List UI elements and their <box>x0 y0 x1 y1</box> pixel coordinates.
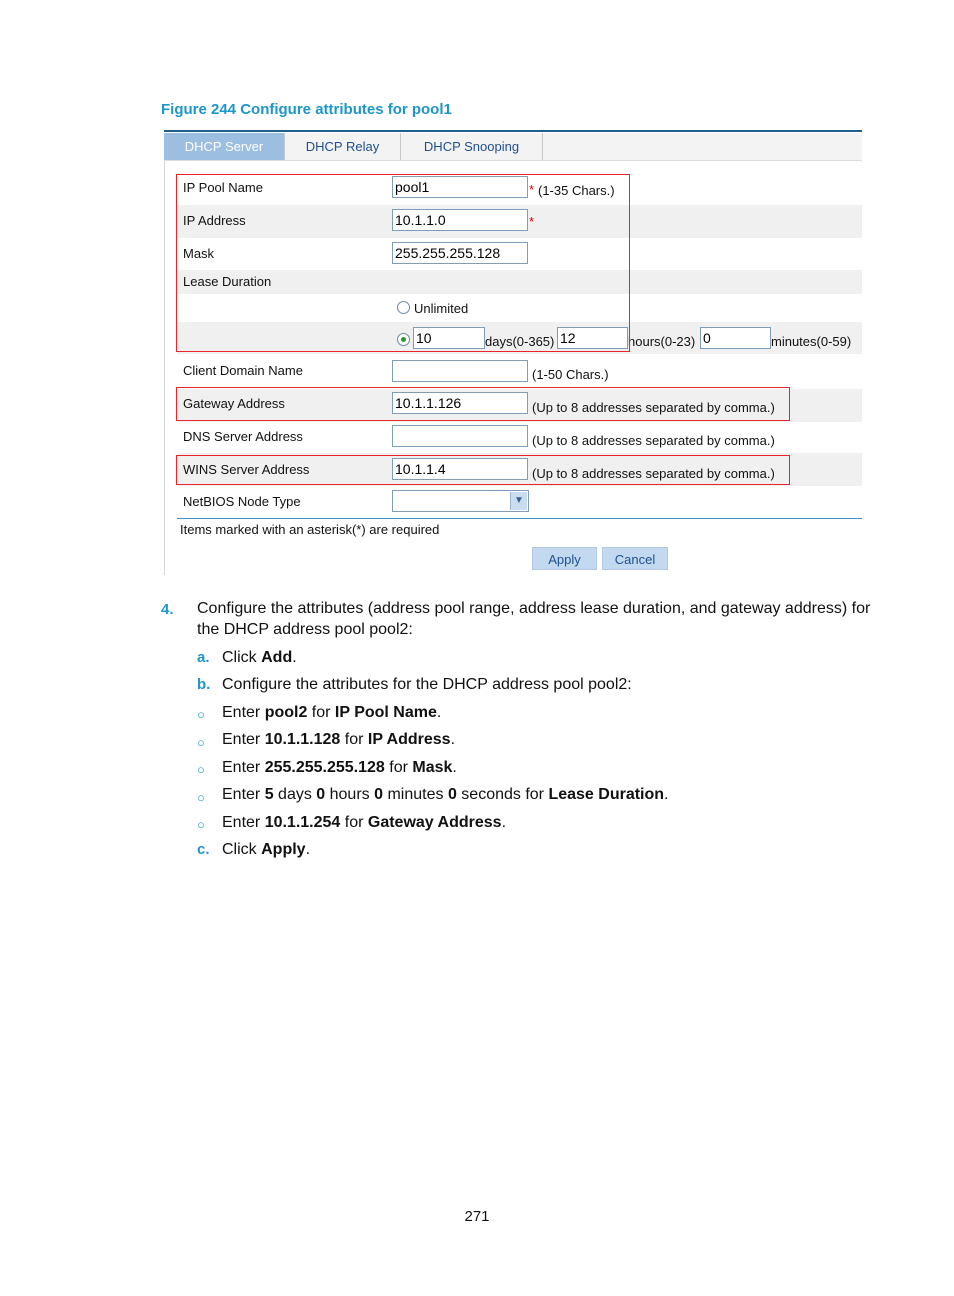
lease-duration-label: Lease Duration <box>183 274 272 289</box>
substep-c-text: Click Apply. <box>222 841 311 858</box>
minutes-label: minutes(0-59) <box>771 334 852 349</box>
step-text-line1: Configure the attributes (address pool range, address lease duration, and gateway address) for <box>197 600 871 617</box>
substep-marker-a: a. <box>197 649 210 666</box>
netbios-node-type-label: NetBIOS Node Type <box>183 494 301 509</box>
substep-marker-b: b. <box>197 676 211 693</box>
ip-pool-name-hint: (1-35 Chars.) <box>538 183 615 198</box>
bullet-item: Enter 255.255.255.128 for Mask. <box>222 759 457 776</box>
highlight-box-pool-settings <box>176 174 630 352</box>
hours-label: hours(0-23) <box>628 334 696 349</box>
tab-dhcp-server[interactable]: DHCP Server <box>164 133 285 160</box>
bullet-item: Enter 10.1.1.254 for Gateway Address. <box>222 814 507 831</box>
substep-b-text: Configure the attributes for the DHCP address pool pool2: <box>222 676 632 693</box>
client-domain-label: Client Domain Name <box>183 363 303 378</box>
mask-label: Mask <box>183 246 215 261</box>
chevron-down-icon[interactable]: ▼ <box>510 492 527 510</box>
tab-bar <box>164 133 862 161</box>
unlimited-label: Unlimited <box>414 301 469 316</box>
form-divider <box>177 518 862 519</box>
tab-dhcp-relay[interactable]: DHCP Relay <box>285 133 401 160</box>
wins-server-label: WINS Server Address <box>183 462 310 477</box>
bullet-marker: ○ <box>197 817 205 832</box>
figure-caption: Figure 244 Configure attributes for pool1 <box>161 101 452 118</box>
ip-pool-name-label: IP Pool Name <box>183 180 263 195</box>
bullet-marker: ○ <box>197 762 205 777</box>
netbios-node-type-select[interactable] <box>392 490 529 512</box>
dns-server-input[interactable] <box>392 425 528 447</box>
bullet-marker: ○ <box>197 707 205 722</box>
required-note: Items marked with an asterisk(*) are required <box>180 522 440 537</box>
required-asterisk: * <box>529 214 535 229</box>
page-number: 271 <box>464 1208 490 1225</box>
bullet-item: Enter pool2 for IP Pool Name. <box>222 704 442 721</box>
bullet-marker: ○ <box>197 735 205 750</box>
highlight-box-gateway <box>176 387 790 421</box>
bullet-item: Enter 10.1.1.128 for IP Address. <box>222 731 456 748</box>
bullet-item: Enter 5 days 0 hours 0 minutes 0 seconds for Lease Duration. <box>222 786 669 803</box>
substep-marker-c: c. <box>197 841 210 858</box>
days-label: days(0-365) <box>485 334 555 349</box>
dns-server-label: DNS Server Address <box>183 429 303 444</box>
top-rule <box>164 130 862 132</box>
wins-server-hint: (Up to 8 addresses separated by comma.) <box>532 466 775 481</box>
step-text-line2: the DHCP address pool pool2: <box>197 621 413 638</box>
client-domain-hint: (1-50 Chars.) <box>532 367 609 382</box>
left-rule <box>164 160 165 575</box>
minutes-input[interactable] <box>700 327 771 349</box>
ip-address-label: IP Address <box>183 213 246 228</box>
tab-dhcp-snooping[interactable]: DHCP Snooping <box>401 133 543 160</box>
dns-server-hint: (Up to 8 addresses separated by comma.) <box>532 433 775 448</box>
highlight-box-wins <box>176 455 790 485</box>
apply-button[interactable]: Apply <box>532 547 597 570</box>
step-number: 4. <box>161 601 174 618</box>
client-domain-input[interactable] <box>392 360 528 382</box>
bullet-marker: ○ <box>197 790 205 805</box>
gateway-address-label: Gateway Address <box>183 396 285 411</box>
cancel-button[interactable]: Cancel <box>602 547 668 570</box>
gateway-address-hint: (Up to 8 addresses separated by comma.) <box>532 400 775 415</box>
substep-a-text: Click Add. <box>222 649 297 666</box>
required-asterisk: * <box>529 182 535 197</box>
